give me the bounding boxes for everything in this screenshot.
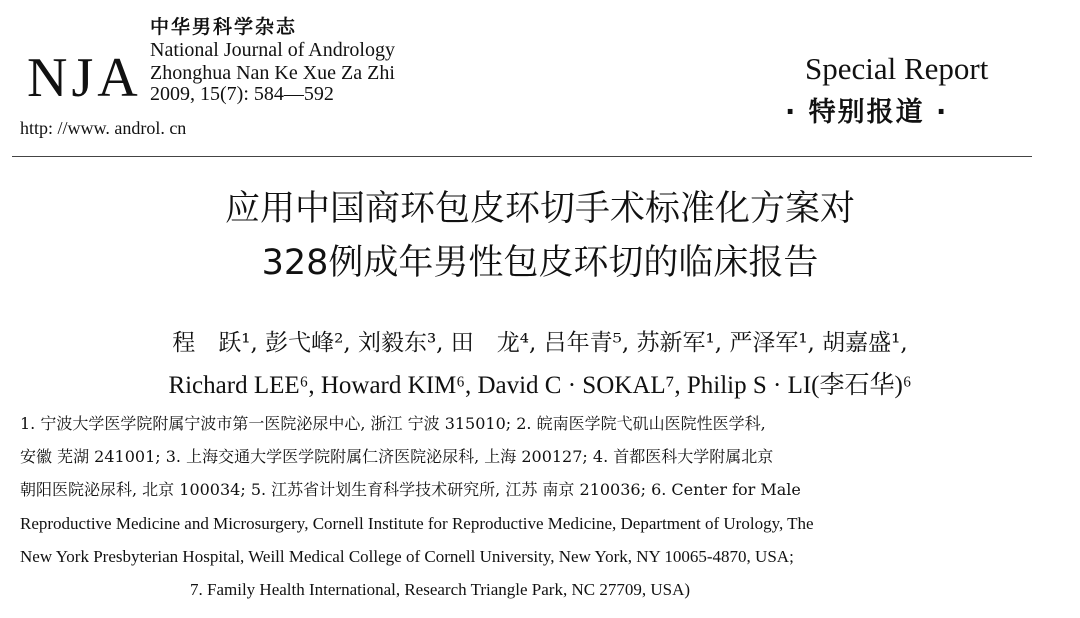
- article-title-line-2: 328例成年男性包皮环切的临床报告: [261, 243, 819, 283]
- section-label-chinese: · 特别报道 ·: [785, 97, 949, 128]
- journal-volume-info: 2009, 15(7): 584—592: [150, 83, 334, 105]
- affiliation-line: 7. Family Health International, Research Triangle Park, NC 27709, USA): [190, 580, 691, 599]
- journal-name-chinese: 中华男科学杂志: [150, 16, 298, 38]
- affiliation-line: 朝阳医院泌尿科, 北京 100034; 5. 江苏省计划生育科学技术研究所, 江苏 南京 210036; 6. Center for Male: [20, 480, 801, 499]
- journal-url[interactable]: http: //www. androl. cn: [20, 118, 187, 138]
- journal-name-pinyin: Zhonghua Nan Ke Xue Za Zhi: [150, 62, 395, 84]
- affiliation-line: 1. 宁波大学医学院附属宁波市第一医院泌尿中心, 浙江 宁波 315010; 2. 皖南医学院弋矶山医院性医学科,: [20, 414, 766, 433]
- section-label-english: Special Report: [805, 51, 989, 86]
- affiliation-line: 安徽 芜湖 241001; 3. 上海交通大学医学院附属仁济医院泌尿科, 上海 200127; 4. 首都医科大学附属北京: [20, 447, 774, 466]
- affiliation-line: Reproductive Medicine and Microsurgery, Cornell Institute for Reproductive Medicine, Department of Urology, The: [20, 514, 814, 533]
- author-list-english: Richard LEE⁶, Howard KIM⁶, David C · SOKAL⁷, Philip S · LI(李石华)⁶: [168, 372, 912, 399]
- author-list-chinese: 程 跃¹, 彭弋峰², 刘毅东³, 田 龙⁴, 吕年青⁵, 苏新军¹, 严泽军¹, 胡嘉盛¹,: [172, 330, 908, 356]
- header-divider: [12, 156, 1032, 157]
- journal-name-english: National Journal of Andrology: [150, 39, 395, 61]
- article-title-line-1: 应用中国商环包皮环切手术标准化方案对: [224, 189, 855, 229]
- journal-logo: NJA: [27, 47, 142, 109]
- affiliation-line: New York Presbyterian Hospital, Weill Medical College of Cornell University, New York, NY 10065-4870, USA;: [20, 547, 794, 566]
